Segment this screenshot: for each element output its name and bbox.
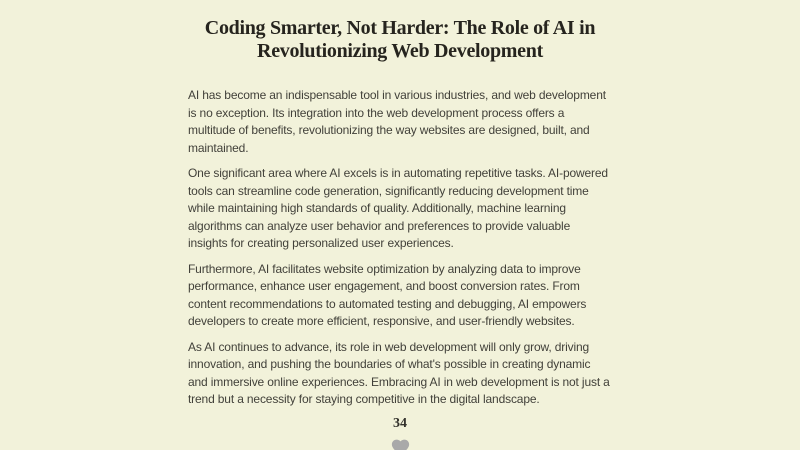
article-paragraph: As AI continues to advance, its role in web development will only grow, driving innovation, and pushing the boundaries of what's possible in creating dynamic and immersive online experiences. Embracing AI in web development is not just a trend but a necessity for staying competitive in the digital landscape. (188, 339, 610, 406)
page-footer (0, 416, 800, 450)
article-paragraph: Furthermore, AI facilitates website optimization by analyzing data to improve performance, enhance user engagement, and boost conversion rates. From content recommendations to automated testing and debugging, AI empowers developers to create more efficient, responsive, and user-friendly websites. (188, 261, 587, 328)
article-body (188, 87, 612, 409)
heart-icon (390, 444, 411, 450)
page-title-line-1: Coding Smarter, Not Harder: The Role of AI in (204, 17, 596, 39)
article-page (0, 17, 800, 450)
heart-icon-shape (391, 440, 408, 450)
page-title-line-2: Revolutionizing Web Development (257, 40, 543, 62)
article-paragraph: AI has become an indispensable tool in various industries, and web development is no exception. Its integration into the web development process offers a multitude of benefits, revolutionizing the way websites are designed, built, and maintained. (188, 88, 606, 155)
like-button[interactable] (390, 437, 411, 450)
page-title (160, 17, 640, 63)
page-number: 34 (393, 416, 407, 431)
article-paragraph: One significant area where AI excels is in automating repetitive tasks. AI-powered tools can streamline code generation, significantly reducing development time while maintaining high standards of quality. Additionally, machine learning algorithms can analyze user behavior and preferences to provide valuable insights for creating personalized user experiences. (188, 166, 608, 250)
